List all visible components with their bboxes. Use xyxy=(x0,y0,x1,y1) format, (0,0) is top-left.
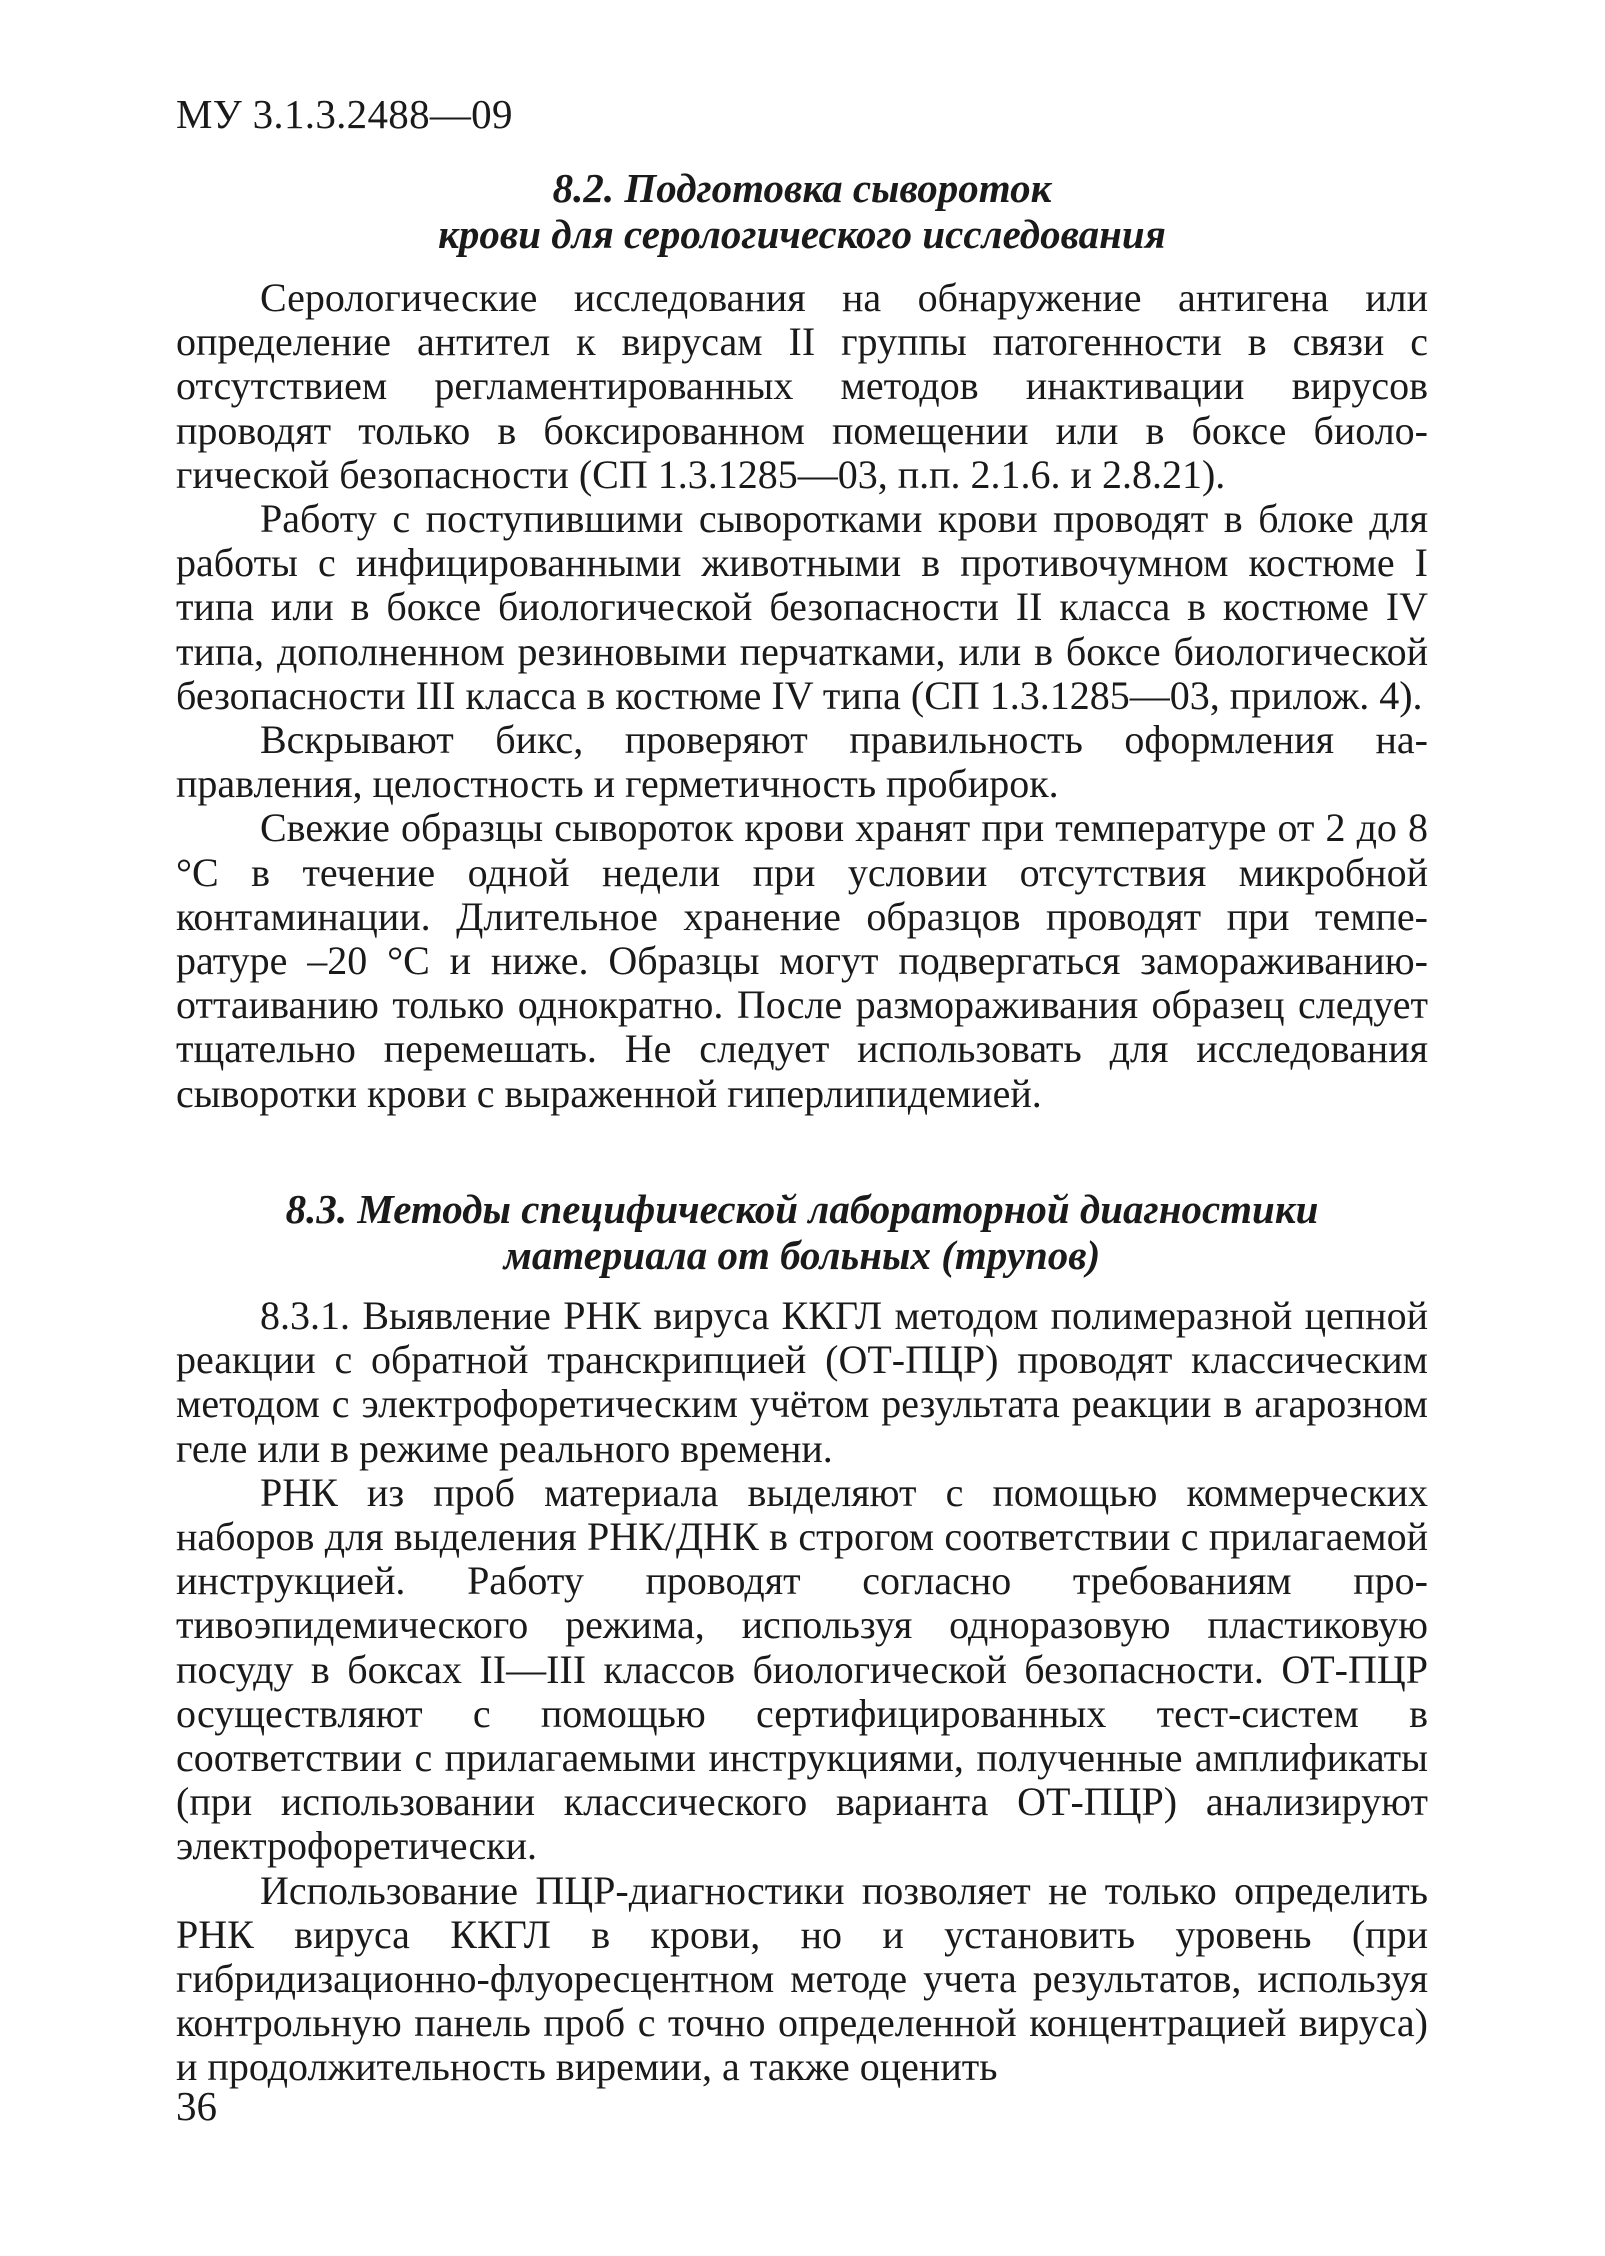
document-code: МУ 3.1.3.2488—09 xyxy=(176,91,513,137)
section-heading-line: 8.3. Методы специфической лабораторной диагностики xyxy=(285,1186,1319,1232)
section-body-8-3 xyxy=(176,1294,1428,2090)
section-heading-line: 8.2. Подготовка сывороток xyxy=(552,165,1052,211)
paragraph: Вскрывают бикс, проверяют правильность оформления направления, целостность и герметичность пробирок. xyxy=(176,717,1428,807)
paragraph: 8.3.1. Выявление РНК вируса ККГЛ методом полимеразной цепной реакции с обратной транскрипцией (ОТ-ПЦР) проводят классическим методом с электрофоретическим учётом результата реакции в агарозном геле или в режиме реального времени. xyxy=(176,1293,1428,1471)
paragraph: Использование ПЦР-диагностики позволяет не только определить РНК вируса ККГЛ в крови, но и установить уровень (при гибридизационно-флуоресцентном методе учета результатов, используя контрольную панель проб с точно определенной концентрацией вируса) и продолжительность виремии, а также оценить xyxy=(176,1867,1428,2090)
section-heading-line: материала от больных (трупов) xyxy=(503,1232,1101,1278)
page-number: 36 xyxy=(176,2083,217,2129)
paragraph: Свежие образцы сывороток крови хранят при температуре от 2 до 8 °С в течение одной недели при условии отсутствия микробной контаминации. Длительное хранение образцов проводят при температуре –20 °С и ниже. Образцы могут подвергаться замораживанию-оттаиванию только однократно. После размораживания образец следует тщательно перемешать. Не следует использовать для исследования сыворотки крови с выраженной гиперлипидемией. xyxy=(176,805,1428,1116)
section-heading-line: крови для серологического исследования xyxy=(438,211,1166,257)
paragraph: РНК из проб материала выделяют с помощью коммерческих наборов для выделения РНК/ДНК в строгом соответствии с прилагаемой инструкцией. Работу проводят согласно требованиям противоэпидемического режима, используя одноразовую пластиковую посуду в боксах II—III классов биологической безопасности. ОТ-ПЦР осуществляют с помощью сертифицированных тест-систем в соответствии с прилагаемыми инструкциями, полученные амплификаты (при использовании классического варианта ОТ-ПЦР) анализируют электрофоретически. xyxy=(176,1469,1428,1869)
paragraph: Работу с поступившими сыворотками крови проводят в блоке для работы с инфицированными животными в противочумном костюме I типа или в боксе биологической безопасности II класса в костюме IV типа, дополненном резиновыми перчатками, или в боксе биологической безопасности III класса в костюме IV типа (СП 1.3.1285—03, прилож. 4). xyxy=(176,496,1428,718)
paragraph: Серологические исследования на обнаружение антигена или определение антител к вирусам II группы патогенности в связи с отсутствием регламентированных методов инактивации вирусов проводят только в боксированном помещении или в боксе биологической безопасности (СП 1.3.1285—03, п.п. 2.1.6. и 2.8.21). xyxy=(176,275,1428,497)
section-body-8-2 xyxy=(176,276,1428,1116)
section-heading-8-2 xyxy=(176,165,1428,257)
section-heading-8-3 xyxy=(176,1186,1428,1278)
